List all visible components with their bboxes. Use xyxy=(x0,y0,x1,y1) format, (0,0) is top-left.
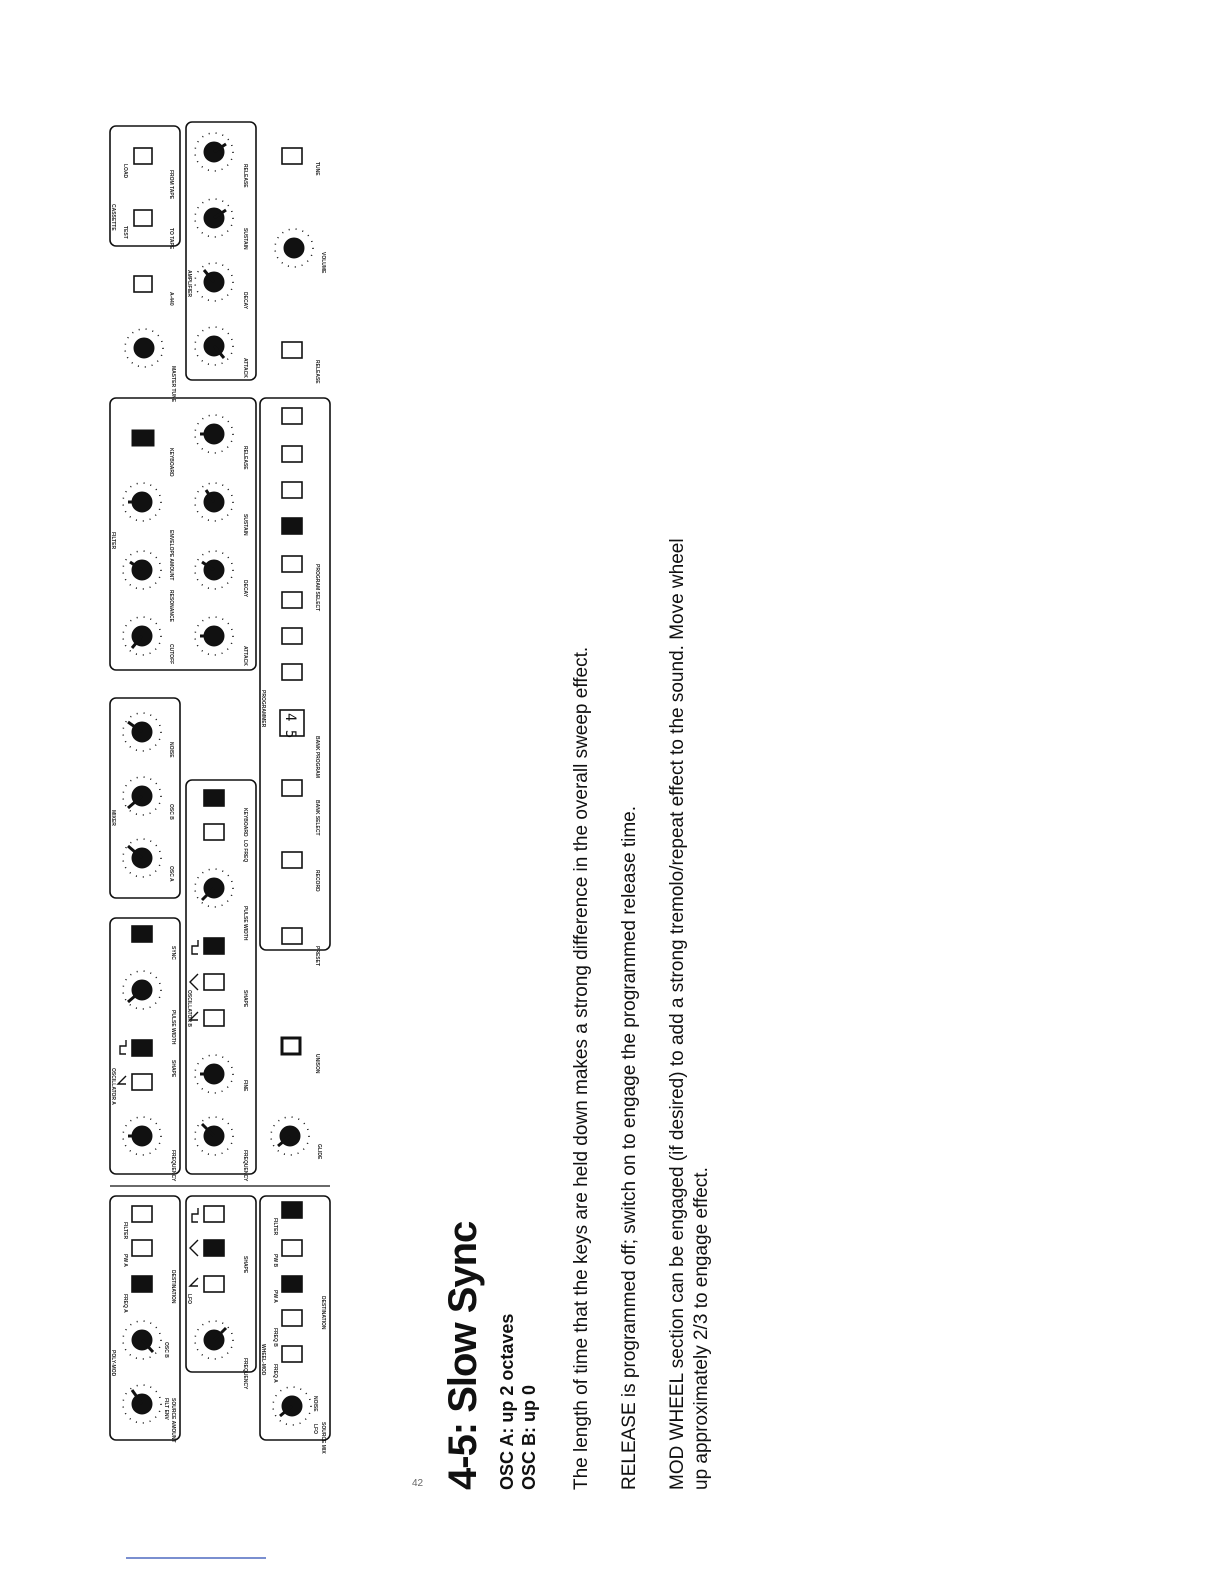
cassette-test-button xyxy=(134,210,152,226)
label-amplifier: AMPLIFIER xyxy=(186,270,192,297)
poly-mod-filt-env-knob xyxy=(123,1385,161,1423)
label-wheel-freq-a: FREQ A xyxy=(272,1364,278,1383)
label-bank-program: BANK PROGRAM xyxy=(314,736,320,778)
osc-b-tri-button xyxy=(204,974,224,990)
label-mixer: MIXER xyxy=(110,810,116,826)
label-amp-decay: DECAY xyxy=(242,292,248,310)
osc-a-pulse-width-knob xyxy=(123,971,161,1009)
label-filter: FILTER xyxy=(110,532,116,550)
label-poly-mod: POLY-MOD xyxy=(110,1350,116,1377)
osc-b-frequency-knob xyxy=(195,1117,233,1155)
label-mixer-osc-b: OSC B xyxy=(168,804,174,820)
label-preset: PRESET xyxy=(314,946,320,967)
label-mixer-osc-a: OSC A xyxy=(168,866,174,882)
lfo-square-button xyxy=(204,1206,224,1222)
poly-mod-pw-a-button xyxy=(132,1240,152,1256)
label-wheel-pw-b: PW B xyxy=(272,1254,278,1268)
label-osc-b-frequency: FREQUENCY xyxy=(242,1150,248,1182)
osc-b-pulse-width-knob xyxy=(195,869,233,907)
label-resonance: RESONANCE xyxy=(168,590,174,622)
osc-b-pulse-button xyxy=(204,938,224,954)
label-envelope-amount: ENVELOPE AMOUNT xyxy=(168,530,174,581)
label-osc-b: OSCILLATOR B xyxy=(186,990,192,1028)
master-tune-knob xyxy=(125,329,163,367)
label-cutoff: CUTOFF xyxy=(168,644,174,665)
filter-attack-knob xyxy=(195,617,233,655)
label-sync: SYNC xyxy=(170,946,176,960)
wheel-mod-freq-b-button xyxy=(282,1310,302,1326)
label-load: LOAD xyxy=(122,164,128,179)
osc-b-lo-freq-button xyxy=(204,824,224,840)
paragraph-mod-wheel: MOD WHEEL section can be engaged (if desired) to add a strong tremolo/repeat effect to the sound. Move wheel up approximately 2/3 to engage effect. xyxy=(667,538,712,1490)
amp-sustain-knob xyxy=(195,199,233,237)
label-lo-freq: LO FREQ xyxy=(242,840,248,863)
amp-release-knob xyxy=(195,133,233,171)
label-osc-b-pulse-width: PULSE WIDTH xyxy=(242,906,248,941)
lfo-tri-button xyxy=(204,1240,224,1256)
wheel-mod-filter-button xyxy=(282,1202,302,1218)
amp-attack-knob xyxy=(195,327,233,365)
label-lfo: LFO xyxy=(186,1294,192,1304)
osc-a-frequency-knob xyxy=(123,1117,161,1155)
filter-resonance-knob xyxy=(123,551,161,589)
osc-a-sync-button xyxy=(132,926,152,942)
program-select-5-button xyxy=(282,518,302,534)
lfo-frequency-knob xyxy=(195,1321,233,1359)
footer-rule xyxy=(126,1557,266,1559)
poly-mod-freq-a-button xyxy=(132,1276,152,1292)
paragraph-keys-held: The length of time that the keys are held down makes a strong difference in the overall sweep effect. xyxy=(571,646,592,1490)
program-select-3-button xyxy=(282,592,302,608)
program-select-2-button xyxy=(282,628,302,644)
label-osc-b-keyboard: KEYBOARD xyxy=(242,808,248,837)
label-wheel-freq-b: FREQ B xyxy=(272,1328,278,1347)
label-tune: TUNE xyxy=(314,162,320,176)
label-filter-release: RELEASE xyxy=(242,446,248,470)
label-source-amount: SOURCE AMOUNT xyxy=(170,1398,176,1443)
release-button xyxy=(282,342,302,358)
label-noise-mix: NOISE xyxy=(312,1396,318,1412)
label-record: RECORD xyxy=(314,870,320,892)
volume-knob xyxy=(275,229,313,267)
label-source-mix: SOURCE MIX xyxy=(320,1422,326,1454)
filter-cutoff-knob xyxy=(123,617,161,655)
filter-envelope-amount-knob xyxy=(123,483,161,521)
osc-b-fine-knob xyxy=(195,1055,233,1093)
osc-a-pulse-button xyxy=(132,1040,152,1056)
label-wheel-mod: WHEEL-MOD xyxy=(260,1344,266,1376)
label-cassette: CASSETTE xyxy=(110,204,116,231)
label-osc-a-shape: SHAPE xyxy=(170,1060,176,1078)
lfo-saw-button xyxy=(204,1276,224,1292)
label-bank-select: BANK SELECT xyxy=(314,800,320,836)
poly-mod-filter-button xyxy=(132,1206,152,1222)
label-from-tape: FROM TAPE xyxy=(168,170,174,200)
wheel-mod-source-mix-knob xyxy=(273,1387,311,1425)
filter-decay-knob xyxy=(195,551,233,589)
label-amp-sustain: SUSTAIN xyxy=(242,228,248,250)
label-filter-sustain: SUSTAIN xyxy=(242,514,248,536)
label-wheel-pw-a: PW A xyxy=(272,1290,278,1303)
label-unison: UNISON xyxy=(314,1054,320,1074)
osc-a-saw-button xyxy=(132,1074,152,1090)
wheel-mod-freq-a-button xyxy=(282,1346,302,1362)
tune-button xyxy=(282,148,302,164)
a440-button xyxy=(134,276,152,292)
page-title: 4-5: Slow Sync xyxy=(441,1221,485,1490)
label-programmer: PROGRAMMER xyxy=(260,690,266,728)
label-mixer-noise: NOISE xyxy=(168,742,174,758)
label-lfo-frequency: FREQUENCY xyxy=(242,1358,248,1390)
label-program-select: PROGRAM SELECT xyxy=(314,564,320,612)
label-osc-b-shape: SHAPE xyxy=(242,990,248,1008)
label-poly-osc-b: OSC B xyxy=(163,1342,169,1358)
label-lfo-mix: LFO xyxy=(312,1424,318,1434)
mixer-osc-b-knob xyxy=(123,777,161,815)
label-filter-decay: DECAY xyxy=(242,580,248,598)
glide-knob xyxy=(271,1117,309,1155)
amp-decay-knob xyxy=(195,263,233,301)
label-amp-release: RELEASE xyxy=(242,164,248,188)
label-osc-a-pulse-width: PULSE WIDTH xyxy=(170,1010,176,1045)
label-master-tune: MASTER TUNE xyxy=(170,366,176,403)
label-osc-a-frequency: FREQUENCY xyxy=(170,1150,176,1182)
label-pw-a: PW A xyxy=(122,1254,128,1267)
label-glide: GLIDE xyxy=(316,1144,322,1160)
unison-button xyxy=(282,1038,300,1054)
cassette-load-button xyxy=(134,148,152,164)
instruction-text-block xyxy=(440,490,738,1490)
program-select-1-button xyxy=(282,664,302,680)
label-a440: A-440 xyxy=(168,292,174,306)
osc-b-saw-button xyxy=(204,1010,224,1026)
filter-keyboard-switch xyxy=(132,430,154,446)
mixer-noise-knob xyxy=(123,713,161,751)
setting-osc-b: OSC B: up 0 xyxy=(519,1384,539,1490)
label-amp-attack: ATTACK xyxy=(242,358,248,378)
paragraph-release: RELEASE is programmed off; switch on to engage the programmed release time. xyxy=(619,806,640,1490)
label-freq-a: FREQ A xyxy=(122,1294,128,1313)
program-select-6-button xyxy=(282,482,302,498)
label-osc-a: OSCILLATOR A xyxy=(110,1068,116,1105)
poly-mod-osc-b-knob xyxy=(123,1321,161,1359)
mixer-osc-a-knob xyxy=(123,839,161,877)
program-select-4-button xyxy=(282,556,302,572)
label-filter-keyboard: KEYBOARD xyxy=(168,448,174,477)
label-poly-destination: DESTINATION xyxy=(170,1270,176,1304)
program-display-value: 4 5 xyxy=(282,713,298,739)
label-test: TEST xyxy=(122,226,128,239)
settings-list xyxy=(496,490,540,1490)
label-release-switch: RELEASE xyxy=(314,360,320,384)
wheel-mod-pw-b-button xyxy=(282,1240,302,1256)
filter-sustain-knob xyxy=(195,483,233,521)
bank-select-button xyxy=(282,780,302,796)
label-lfo-shape: SHAPE xyxy=(242,1256,248,1274)
label-wheel-filter: FILTER xyxy=(272,1218,278,1236)
program-select-7-button xyxy=(282,446,302,462)
osc-b-keyboard-button xyxy=(204,790,224,806)
label-poly-filter: FILTER xyxy=(122,1222,128,1240)
label-volume: VOLUME xyxy=(320,252,326,274)
label-to-tape: TO TAPE xyxy=(168,228,174,250)
label-filter-attack: ATTACK xyxy=(242,646,248,666)
page-number: 42 xyxy=(412,1478,424,1489)
wheel-mod-pw-a-button xyxy=(282,1276,302,1292)
filter-release-knob xyxy=(195,415,233,453)
label-fine: FINE xyxy=(242,1080,248,1092)
label-wheel-destination: DESTINATION xyxy=(320,1296,326,1330)
record-button xyxy=(282,852,302,868)
setting-osc-a: OSC A: up 2 octaves xyxy=(497,1313,517,1490)
label-filt-env: FILT ENV xyxy=(163,1398,169,1420)
preset-button xyxy=(282,928,302,944)
program-select-8-button xyxy=(282,408,302,424)
